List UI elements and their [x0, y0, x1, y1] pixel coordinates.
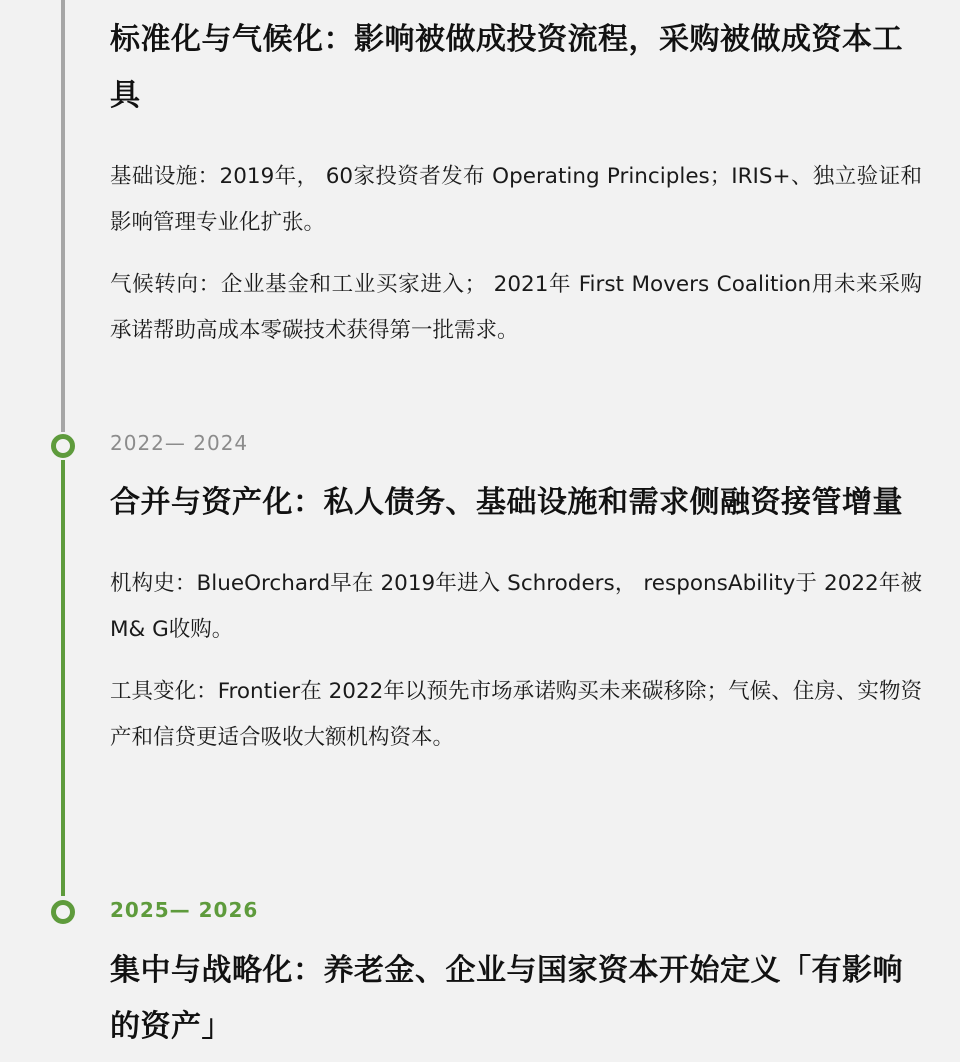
section-paragraph: 工具变化：Frontier在 2022年以预先市场承诺购买未来碳移除；气候、住房、实物资产和信贷更适合吸收大额机构资本。 — [110, 679, 922, 750]
timeline-section-consolidation — [110, 475, 922, 761]
timeline-date-2022-2024: 2022— 2024 — [110, 431, 249, 455]
timeline-section-standardization — [110, 12, 922, 354]
timeline-section-concentration — [110, 943, 922, 1055]
timeline-dot-2022 — [51, 434, 75, 458]
timeline-line-past — [61, 0, 65, 432]
section-paragraph: 机构史：BlueOrchard早在 2019年进入 Schroders， responsAbility于 2022年被 M& G收购。 — [110, 571, 922, 642]
section-paragraph: 基础设施：2019年， 60家投资者发布 Operating Principles；IRIS+、独立验证和影响管理专业化扩张。 — [110, 164, 922, 235]
section-paragraph: 气候转向：企业基金和工业买家进入； 2021年 First Movers Coalition用未来采购承诺帮助高成本零碳技术获得第一批需求。 — [110, 272, 922, 343]
section-title: 合并与资产化：私人债务、基础设施和需求侧融资接管增量 — [110, 485, 903, 520]
section-title: 标准化与气候化：影响被做成投资流程，采购被做成资本工具 — [110, 22, 903, 113]
timeline-dot-2025 — [51, 900, 75, 924]
section-title: 集中与战略化：养老金、企业与国家资本开始定义「有影响的资产」 — [110, 953, 903, 1044]
timeline-date-2025-2026: 2025— 2026 — [110, 898, 259, 922]
timeline-line-current — [61, 460, 65, 896]
